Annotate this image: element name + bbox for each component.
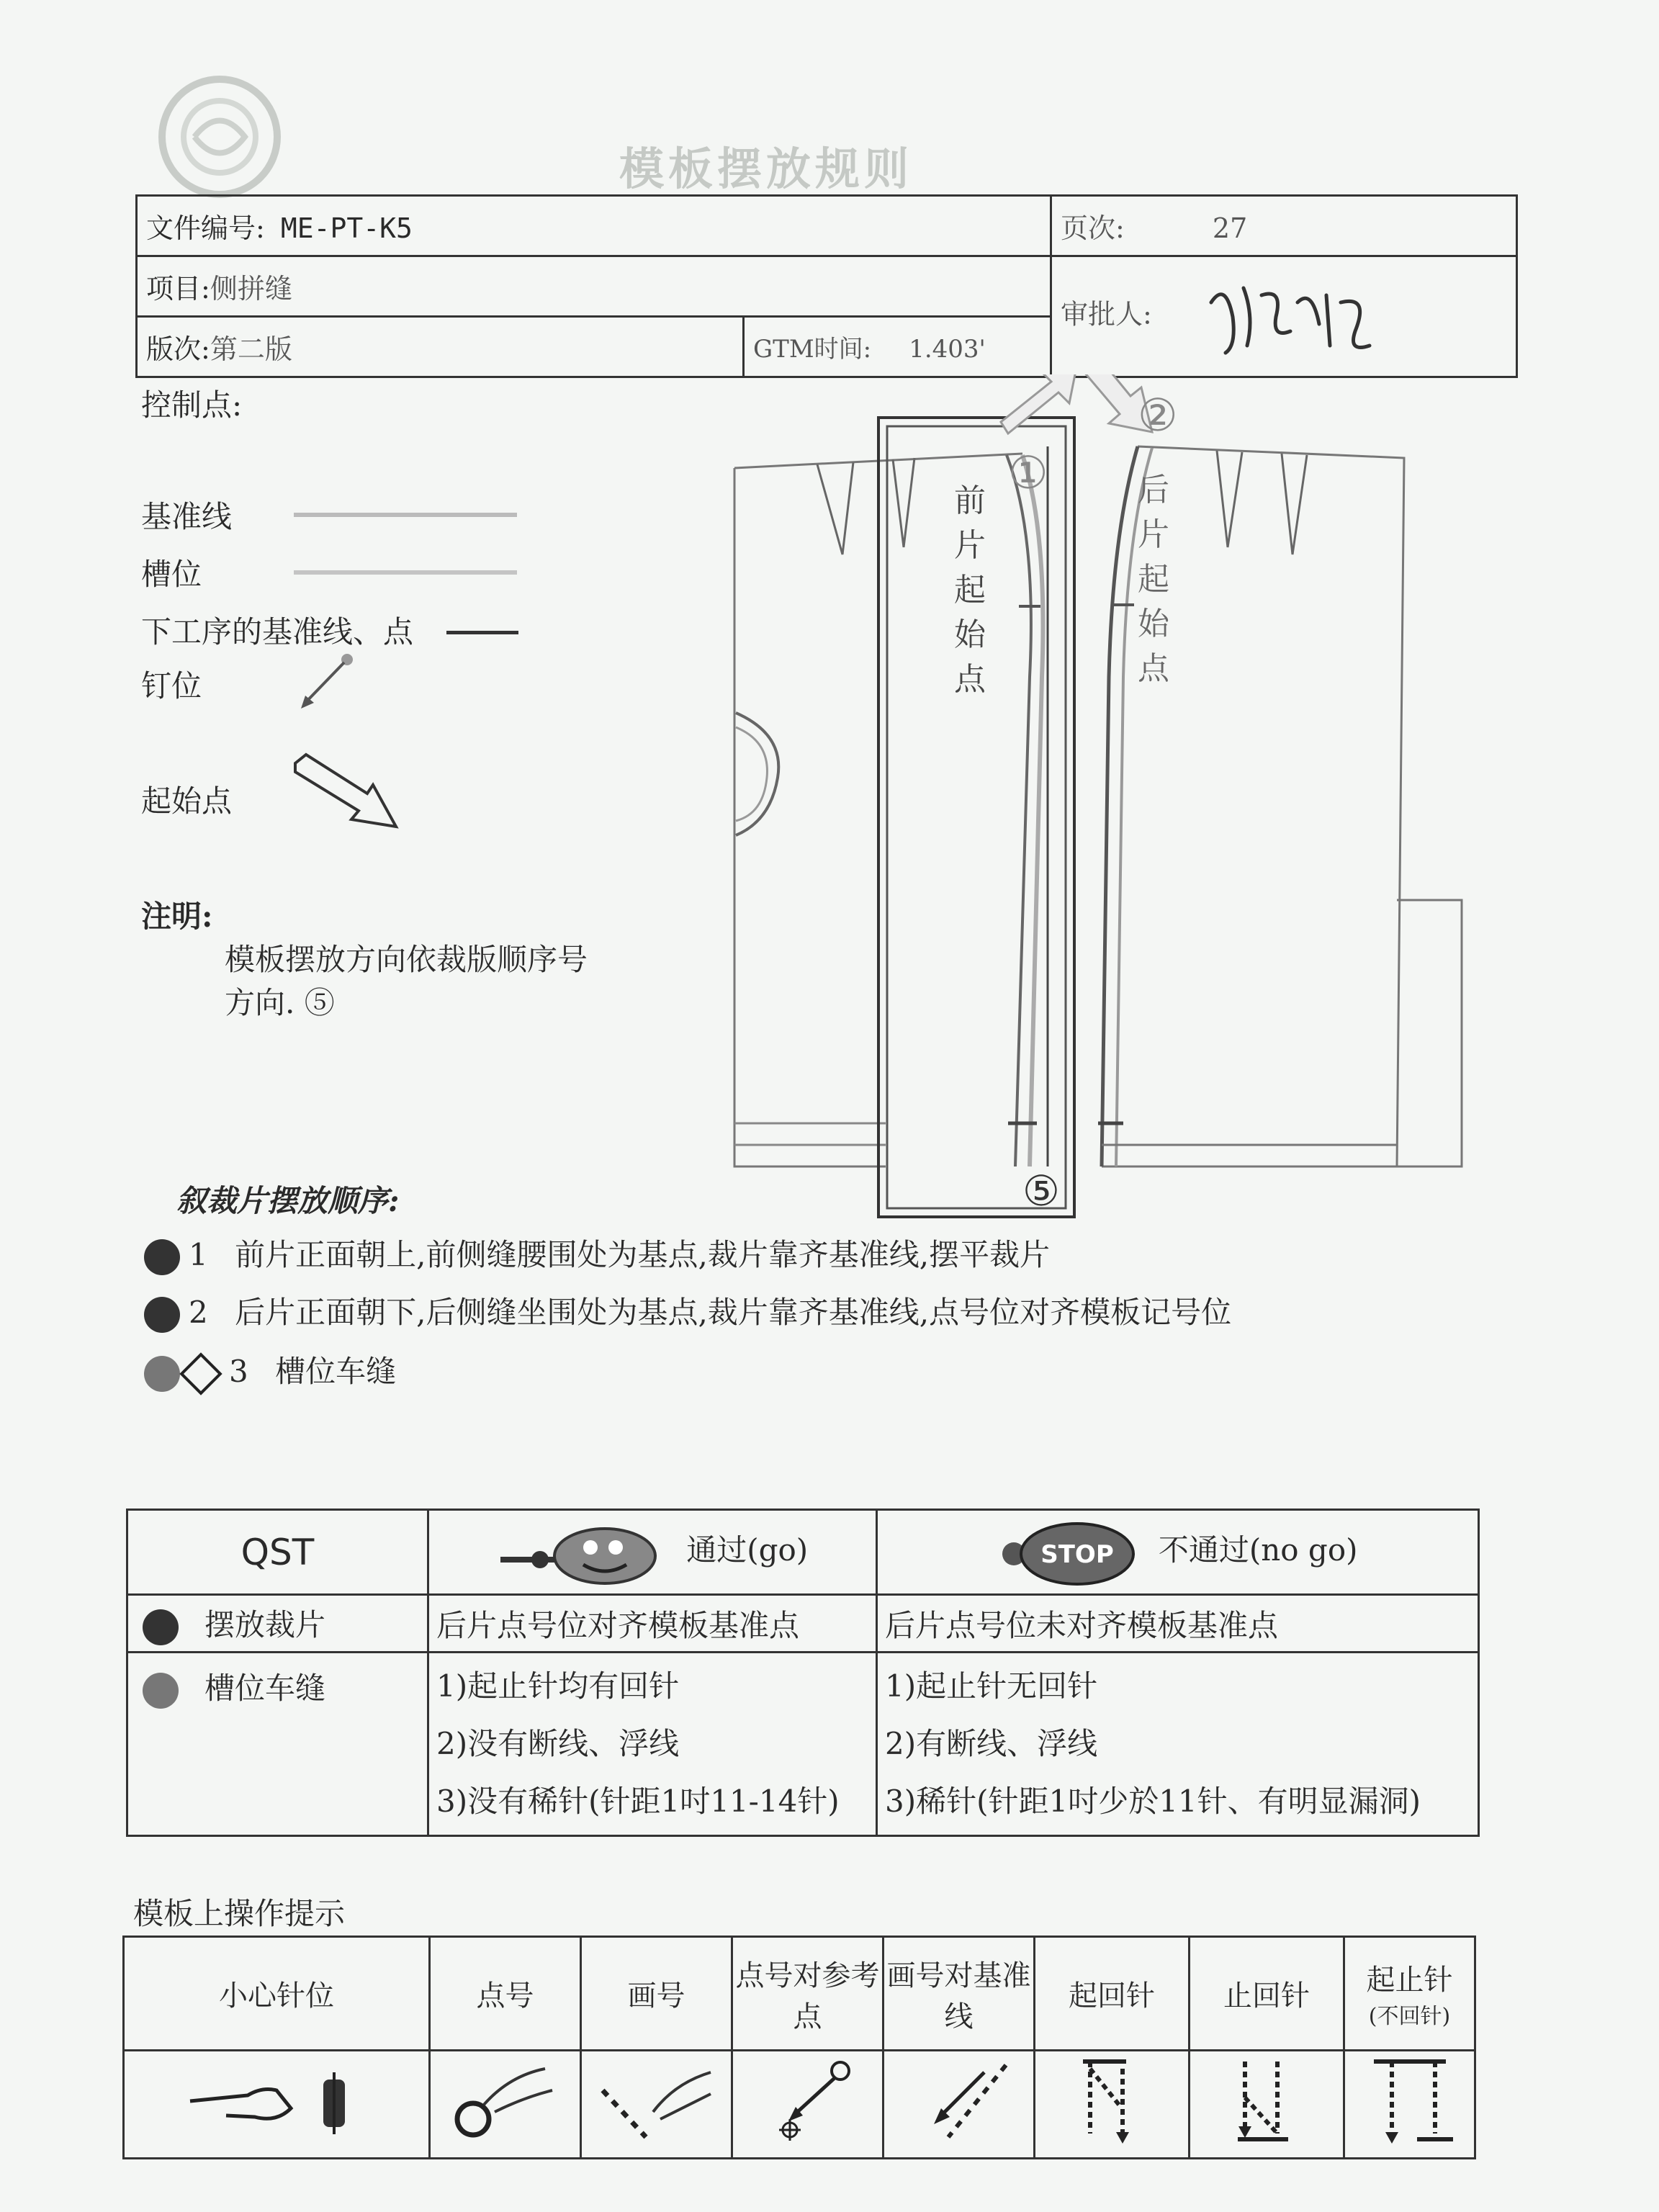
next-process-sample-line xyxy=(446,631,518,634)
note-title: 注明: xyxy=(141,899,213,934)
legend-start: 起始点 xyxy=(141,783,233,819)
company-logo xyxy=(151,68,288,205)
approver-cell: 审批人: xyxy=(1051,256,1517,377)
qst-header: QST xyxy=(127,1510,428,1595)
stop-mascot-icon xyxy=(998,1518,1142,1587)
start-arrow-icon xyxy=(288,749,403,835)
qst-row-2-nogo: 1)起止针无回针 2)有断线、浮线 3)稀针(针距1吋少於11针、有明显漏洞) xyxy=(877,1653,1479,1836)
tips-table xyxy=(122,1936,1476,2159)
pin-icon xyxy=(295,648,360,713)
faded-title: 模板摆放规则 xyxy=(619,143,914,195)
step-3-bullet xyxy=(144,1356,180,1392)
qst-table xyxy=(126,1509,1480,1837)
legend-pin: 钉位 xyxy=(141,668,202,703)
tip-header-draw-base: 画号对基准线 xyxy=(884,1937,1035,2051)
version-cell: 版次:第二版 xyxy=(137,317,744,377)
qst-row-1-go: 后片点号位对齐模板基准点 xyxy=(428,1595,877,1653)
slot-sample-line xyxy=(294,570,517,575)
pattern-diagram xyxy=(720,374,1483,1224)
front-start-label: 前片起始点 xyxy=(954,482,986,698)
qst-row-1-label: 摆放裁片 xyxy=(127,1595,428,1653)
order-title: 叙裁片摆放顺序: xyxy=(176,1183,400,1218)
tips-title: 模板上操作提示 xyxy=(133,1896,346,1931)
qst-row-2-go: 1)起止针均有回针 2)没有断线、浮线 3)没有稀针(针距1吋11-14针) xyxy=(428,1653,877,1836)
approver-signature xyxy=(1204,274,1377,360)
tip-header-start-stop: 起止针 (不回针) xyxy=(1344,1937,1475,2051)
legend-baseline: 基准线 xyxy=(141,499,233,534)
circled-five: ⑤ xyxy=(304,985,335,1020)
stop-badge-text: STOP xyxy=(1040,1539,1114,1569)
gtm-cell: GTM时间: 1.403' xyxy=(744,317,1051,377)
start-backstitch-icon xyxy=(1035,2051,1190,2159)
dotted-line-pen-icon xyxy=(581,2051,732,2159)
legend-title: 控制点: xyxy=(141,387,243,423)
note-line2: 方向. ⑤ xyxy=(225,985,335,1020)
front-start-arrow xyxy=(1001,374,1076,433)
step-2-bullet xyxy=(144,1297,180,1333)
marker-1: ① xyxy=(1008,446,1048,499)
step-1-bullet xyxy=(144,1239,180,1275)
tip-header-draw: 画号 xyxy=(581,1937,732,2051)
baseline-sample-line xyxy=(294,513,517,517)
tip-header-dot-ref: 点号对参考点 xyxy=(732,1937,884,2051)
qst-row-1-nogo: 后片点号位未对齐模板基准点 xyxy=(877,1595,1479,1653)
go-mascot-icon xyxy=(497,1520,670,1585)
marker-5: ⑤ xyxy=(1022,1166,1060,1215)
mark-to-baseline-icon xyxy=(884,2051,1035,2159)
diamond-icon xyxy=(179,1352,222,1395)
circle-dot-icon xyxy=(430,2051,581,2159)
step-1: 1 前片正面朝上,前侧缝腰围处为基点,裁片靠齐基准线,摆平裁片 xyxy=(144,1231,1050,1275)
dot-to-reference-icon xyxy=(732,2051,884,2159)
go-header: 通过(go) xyxy=(428,1510,877,1595)
doc-no-cell: 文件编号: ME-PT-K5 xyxy=(137,196,1051,256)
tip-header-careful-pin: 小心针位 xyxy=(124,1937,430,2051)
note-line1: 模板摆放方向依裁版顺序号 xyxy=(225,942,588,977)
header-table xyxy=(135,194,1518,378)
step-3: 3 槽位车缝 xyxy=(144,1348,396,1392)
tip-header-stop-back: 止回针 xyxy=(1190,1937,1344,2051)
stop-backstitch-icon xyxy=(1190,2051,1344,2159)
back-start-label: 后片起始点 xyxy=(1138,472,1169,687)
page-cell: 页次: 27 xyxy=(1051,196,1517,256)
legend-slot: 槽位 xyxy=(141,557,202,592)
tip-header-start-back: 起回针 xyxy=(1035,1937,1190,2051)
legend-next-process: 下工序的基准线、点 xyxy=(141,614,414,649)
tip-header-dot: 点号 xyxy=(430,1937,581,2051)
pointing-hand-icon xyxy=(124,2051,430,2159)
marker-2: ② xyxy=(1138,389,1178,441)
step-2: 2 后片正面朝下,后侧缝坐围处为基点,裁片靠齐基准线,点号位对齐模板记号位 xyxy=(144,1289,1231,1333)
start-stop-no-backstitch-icon xyxy=(1344,2051,1475,2159)
qst-row-2-label: 槽位车缝 xyxy=(127,1653,428,1836)
item-cell: 项目:侧拼缝 xyxy=(137,256,1051,317)
nogo-header: STOP 不通过(no go) xyxy=(877,1510,1479,1595)
